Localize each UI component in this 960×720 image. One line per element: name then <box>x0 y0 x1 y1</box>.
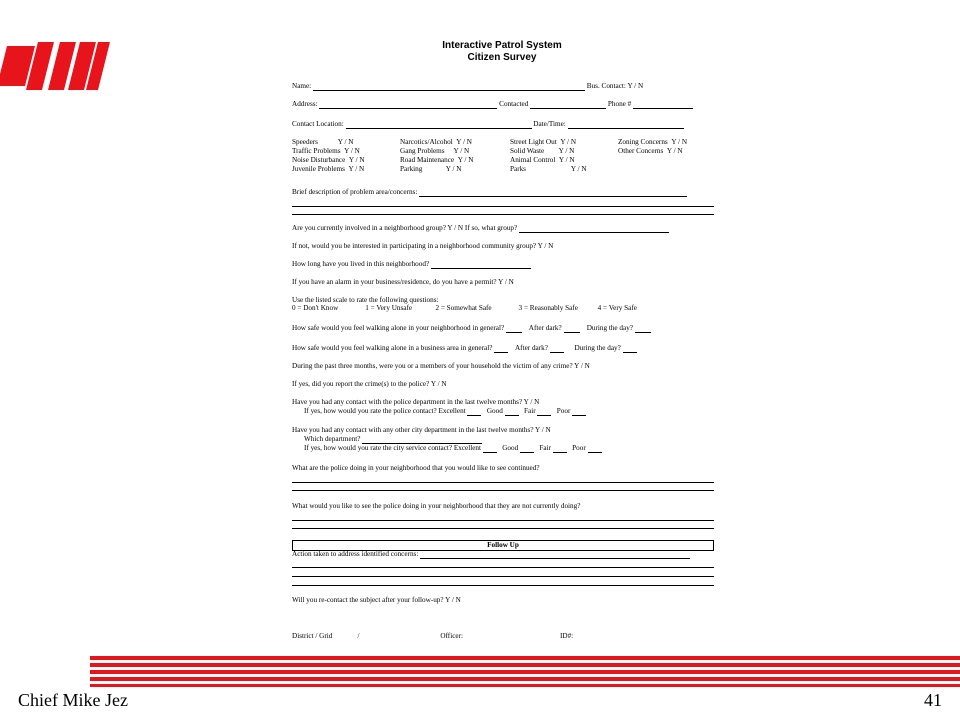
fair-field[interactable] <box>553 444 567 453</box>
group-field[interactable] <box>519 224 669 233</box>
lived-row <box>292 260 714 269</box>
concern-item[interactable]: Speeders Y / N <box>292 138 354 146</box>
concern-item[interactable]: Juvenile Problems Y / N <box>292 165 365 173</box>
footer-stripes <box>90 656 960 686</box>
poor-label: Poor <box>556 407 571 415</box>
name-row <box>292 82 714 91</box>
police-contact-question: Have you had any contact with the police department in the last twelve months? Y / N <box>292 398 540 406</box>
name-label: Name: <box>292 82 312 90</box>
not-doing-question: What would you like to see the police doing in your neighborhood that they are not currently doing? <box>292 502 581 510</box>
concern-item[interactable]: Parking Y / N <box>400 165 462 173</box>
which-dept-label: Which department? <box>304 435 361 443</box>
during-day-field[interactable] <box>623 344 637 353</box>
district-slash: / <box>357 632 360 640</box>
name-field[interactable] <box>313 82 585 91</box>
concern-item[interactable]: Parks Y / N <box>510 165 587 173</box>
address-field[interactable] <box>319 100 497 109</box>
poor-field[interactable] <box>588 444 602 453</box>
scale-question: Use the listed scale to rate the following questions: <box>292 296 439 304</box>
bus-contact-yn: Y / N <box>627 82 644 90</box>
date-time-field[interactable] <box>568 120 684 129</box>
after-dark-field[interactable] <box>564 324 580 333</box>
footer-author: Chief Mike Jez <box>18 690 128 710</box>
excellent-field[interactable] <box>467 407 481 416</box>
concern-item[interactable]: Solid Waste Y / N <box>510 147 575 155</box>
fair-label: Fair <box>539 444 551 452</box>
after-dark-label: After dark? <box>514 344 548 352</box>
group-question: Are you currently involved in a neighborhood group? Y / N If so, what group? <box>292 224 518 232</box>
contact-location-row <box>292 120 714 129</box>
scale-item: 0 = Don't Know <box>292 304 339 312</box>
form-title: Interactive Patrol System <box>442 40 562 51</box>
poor-field[interactable] <box>572 407 586 416</box>
action-label: Action taken to address identified concerns: <box>292 550 419 558</box>
concern-item[interactable]: Street Light Out Y / N <box>510 138 577 146</box>
lived-field[interactable] <box>431 260 531 269</box>
concern-item[interactable]: Road Maintenance Y / N <box>400 156 474 164</box>
good-label: Good <box>502 444 519 452</box>
good-label: Good <box>486 407 503 415</box>
district-label: District / Grid <box>292 632 333 640</box>
good-field[interactable] <box>505 407 519 416</box>
poor-label: Poor <box>572 444 586 452</box>
lived-question: How long have you lived in this neighborhood? <box>292 260 430 268</box>
continue-question: What are the police doing in your neighborhood that you would like to see continued? <box>292 464 540 472</box>
rate-police-question: If yes, how would you rate the police contact? Excellent <box>304 407 466 415</box>
scale-item: 1 = Very Unsafe <box>365 304 413 312</box>
continue-line[interactable] <box>292 490 714 491</box>
brief-line[interactable] <box>292 214 714 215</box>
during-day-label: During the day? <box>586 324 633 332</box>
which-dept-row <box>304 435 714 444</box>
date-time-label: Date/Time: <box>533 120 566 128</box>
action-field[interactable] <box>420 550 690 559</box>
concern-item[interactable]: Animal Control Y / N <box>510 156 575 164</box>
concern-item[interactable]: Narcotics/Alcohol Y / N <box>400 138 473 146</box>
action-line[interactable] <box>292 576 714 577</box>
action-line[interactable] <box>292 585 714 586</box>
concern-item[interactable]: Noise Disturbance Y / N <box>292 156 365 164</box>
citizen-survey-form <box>286 40 718 640</box>
phone-field[interactable] <box>633 100 693 109</box>
form-subtitle: Citizen Survey <box>467 52 537 63</box>
follow-up-header: Follow Up <box>292 540 714 551</box>
rate-city-row <box>304 444 714 453</box>
officer-label: Officer: <box>440 632 463 640</box>
excellent-field[interactable] <box>483 444 497 453</box>
scale-item: 4 = Very Safe <box>597 304 637 312</box>
rate-city-question: If yes, how would you rate the city service contact? Excellent <box>304 444 482 452</box>
victim-question: During the past three months, were you or a members of your household the victim of any crime? Y / N <box>292 362 590 370</box>
safe-general-field[interactable] <box>506 324 522 333</box>
contacted-label: Contacted <box>499 100 529 108</box>
city-contact-question: Have you had any contact with any other city department in the last twelve months? Y / N <box>292 426 551 434</box>
safe-business-row <box>292 344 714 353</box>
after-dark-field[interactable] <box>550 344 564 353</box>
safe-neighborhood-question: How safe would you feel walking alone in your neighborhood in general? <box>292 324 505 332</box>
interest-question: If not, would you be interested in participating in a neighborhood community group? Y / N <box>292 242 554 250</box>
during-day-field[interactable] <box>635 324 651 333</box>
contact-location-field[interactable] <box>346 120 532 129</box>
during-day-label: During the day? <box>574 344 621 352</box>
concern-item[interactable]: Other Concerns Y / N <box>618 147 683 155</box>
officer-row <box>292 632 714 640</box>
after-dark-label: After dark? <box>528 324 562 332</box>
safe-business-field[interactable] <box>494 344 508 353</box>
phone-label: Phone # <box>607 100 632 108</box>
safe-neighborhood-row <box>292 324 714 333</box>
brief-line[interactable] <box>292 206 714 207</box>
brief-label: Brief description of problem area/concerns: <box>292 188 418 196</box>
concerns-grid <box>292 138 714 174</box>
action-line[interactable] <box>292 567 714 568</box>
logo-stripes <box>2 42 104 92</box>
not-doing-line[interactable] <box>292 528 714 529</box>
concern-item[interactable]: Gang Problems Y / N <box>400 147 470 155</box>
contacted-field[interactable] <box>530 100 606 109</box>
contact-location-label: Contact Location: <box>292 120 344 128</box>
slide-number: 41 <box>924 690 942 710</box>
not-doing-line[interactable] <box>292 520 714 521</box>
good-field[interactable] <box>520 444 534 453</box>
rate-police-row <box>304 407 714 416</box>
group-row <box>292 224 714 233</box>
concern-item[interactable]: Zoning Concerns Y / N <box>618 138 688 146</box>
id-label: ID#: <box>560 632 574 640</box>
recontact-question: Will you re-contact the subject after your follow-up? Y / N <box>292 596 461 604</box>
fair-label: Fair <box>524 407 536 415</box>
address-row <box>292 100 714 109</box>
address-label: Address: <box>292 100 318 108</box>
which-dept-field[interactable] <box>362 435 482 444</box>
permit-question: If you have an alarm in your business/residence, do you have a permit? Y / N <box>292 278 514 286</box>
continue-line[interactable] <box>292 482 714 483</box>
scale-item: 3 = Reasonably Safe <box>518 304 578 312</box>
concern-item[interactable]: Traffic Problems Y / N <box>292 147 360 155</box>
action-row <box>292 550 714 559</box>
scale-item: 2 = Somewhat Safe <box>435 304 492 312</box>
safe-business-question: How safe would you feel walking alone in a business area in general? <box>292 344 493 352</box>
fair-field[interactable] <box>537 407 551 416</box>
scale-row <box>292 304 714 313</box>
brief-field[interactable] <box>419 188 687 197</box>
report-question: If yes, did you report the crime(s) to the police? Y / N <box>292 380 447 388</box>
bus-contact-label: Bus. Contact: <box>586 82 626 90</box>
brief-row <box>292 188 714 197</box>
